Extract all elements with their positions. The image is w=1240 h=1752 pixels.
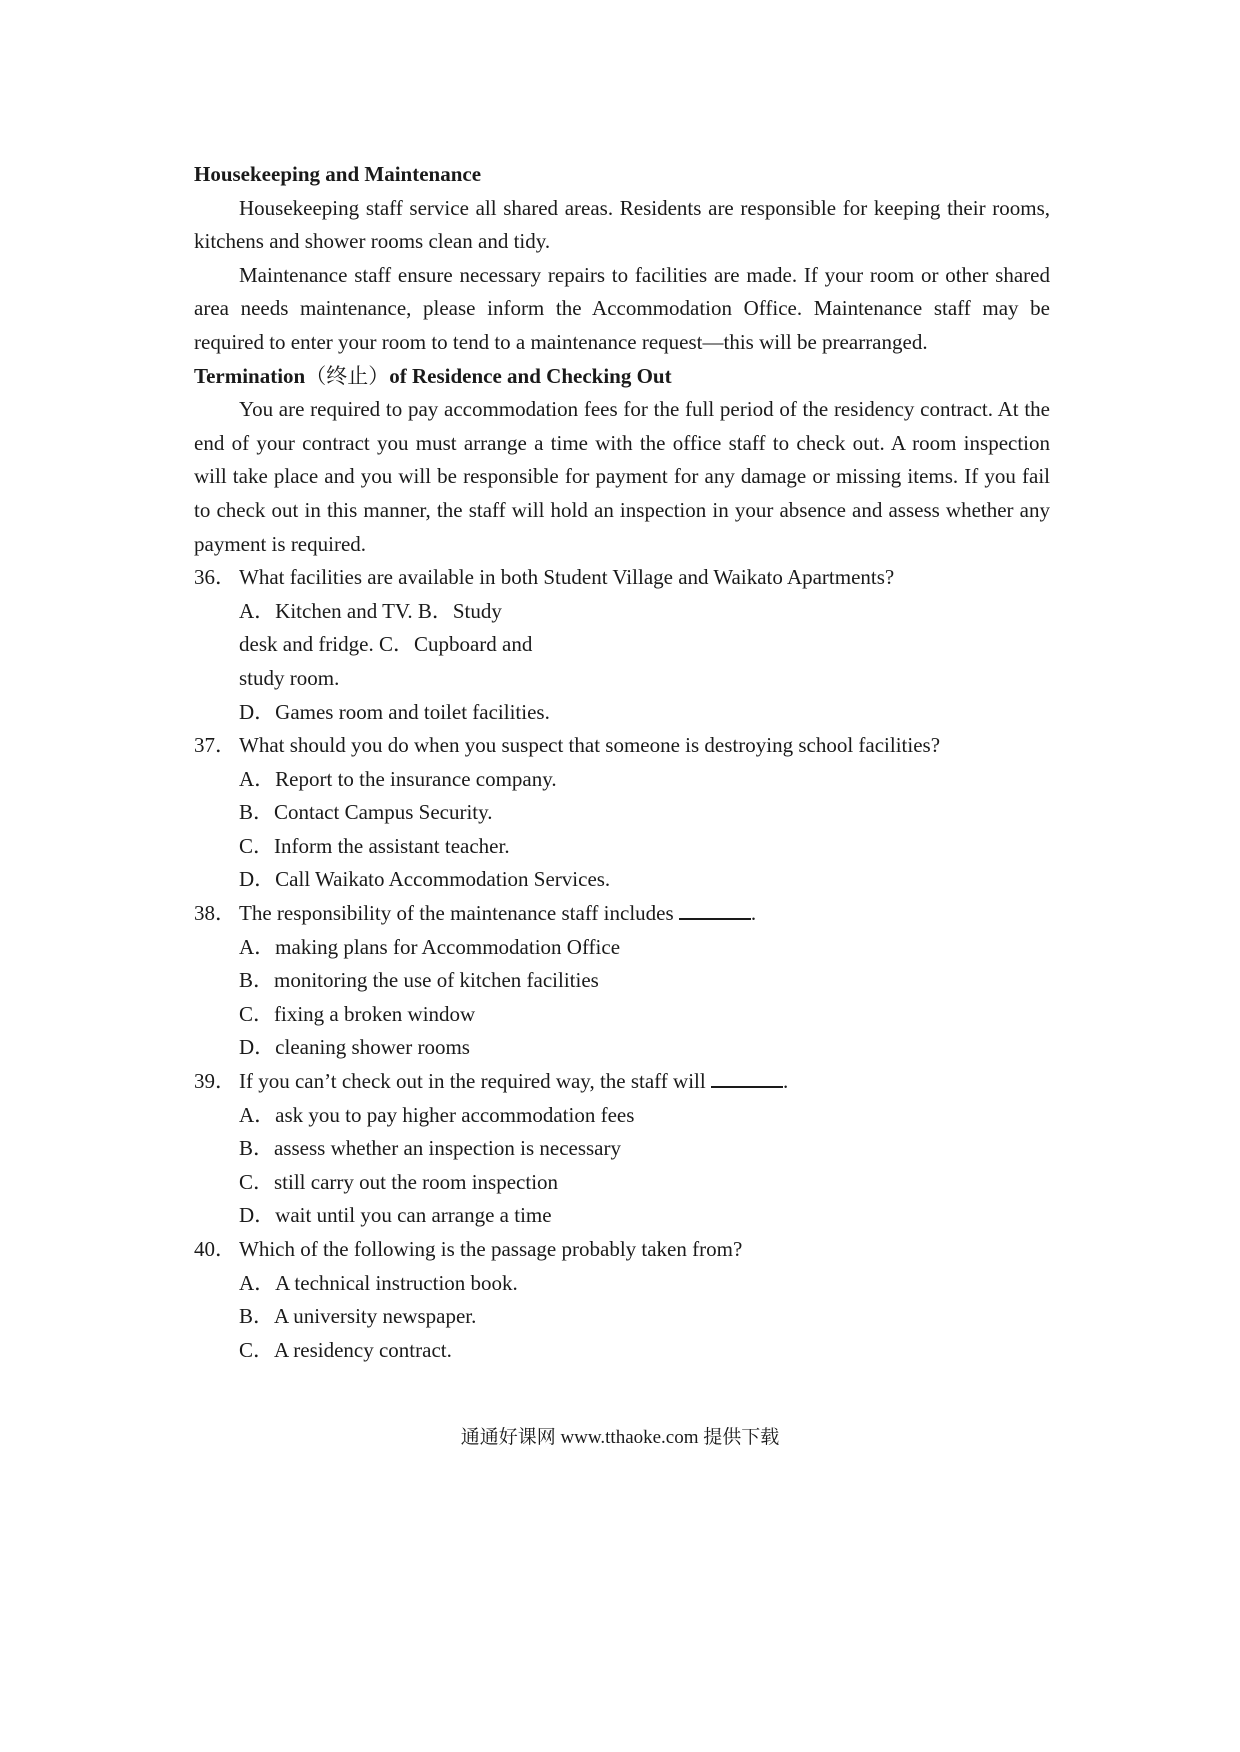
option-list [194, 931, 1050, 1065]
option-item: C．Inform the assistant teacher. [239, 833, 510, 858]
option-list [194, 696, 1050, 730]
paragraph: You are required to pay accommodation fees for the full period of the residency contract. At the end of your contract you must arrange a time with the office staff to check out. A room inspection will take place and you will be responsible for payment for any damage or missing items. If you fail to check out in this manner, the staff will hold an inspection in your absence and assess whether any payment is required. [194, 397, 1050, 556]
document-page [194, 158, 1050, 1367]
option-item: A．ask you to pay higher accommodation fees [239, 1102, 635, 1127]
option-item: B．A university newspaper. [239, 1304, 477, 1329]
question-number: 38． [194, 901, 236, 926]
question-number: 36． [194, 565, 236, 590]
question-39 [194, 1065, 1050, 1099]
question-number: 39． [194, 1069, 236, 1094]
option-item: C．A residency contract. [239, 1337, 452, 1362]
option-item: B．Contact Campus Security. [239, 800, 493, 825]
question-37 [194, 729, 1050, 763]
question-text: Which of the following is the passage probably taken from? [239, 1237, 743, 1261]
question-suffix: . [750, 901, 757, 926]
question-38 [194, 897, 1050, 931]
answer-blank [679, 900, 751, 920]
option-item: C．fixing a broken window [239, 1001, 476, 1026]
answer-blank [711, 1068, 783, 1088]
question-text: What facilities are available in both Student Village and Waikato Apartments? [239, 565, 895, 590]
option-item: A．Report to the insurance company. [239, 766, 557, 791]
question-40 [194, 1233, 1050, 1267]
option-item: D．Games room and toilet facilities. [239, 699, 550, 724]
question-number: 40． [194, 1237, 236, 1261]
option-item: A．making plans for Accommodation Office [239, 934, 621, 959]
options-wrapped: A．Kitchen and TV. B．Study desk and fridge. C．Cupboard and study room. [239, 598, 533, 690]
option-list [194, 1099, 1050, 1233]
page-footer: 通通好课网 www.tthaoke.com 提供下载 [460, 1427, 780, 1448]
option-list [194, 763, 1050, 897]
option-item: C．still carry out the room inspection [239, 1169, 559, 1194]
option-item: D．wait until you can arrange a time [239, 1203, 552, 1228]
question-text: The responsibility of the maintenance staff includes [239, 901, 674, 926]
question-text: If you can’t check out in the required way, the staff will [239, 1069, 706, 1094]
section-heading-termination [194, 360, 1050, 394]
paragraph: Housekeeping staff service all shared areas. Residents are responsible for keeping their rooms, kitchens and shower rooms clean and tidy. [194, 195, 1050, 254]
option-item: D．cleaning shower rooms [239, 1035, 470, 1060]
question-36 [194, 561, 1050, 595]
heading-text: of Residence and Checking Out [389, 363, 672, 388]
option-item: D．Call Waikato Accommodation Services. [239, 867, 611, 892]
question-suffix: . [782, 1069, 789, 1094]
option-item: B．assess whether an inspection is necessary [239, 1136, 621, 1161]
section-heading-housekeeping: Housekeeping and Maintenance [194, 162, 482, 186]
heading-text: Termination [194, 363, 306, 388]
paragraph: Maintenance staff ensure necessary repairs to facilities are made. If your room or other shared area needs maintenance, please inform the Accommodation Office. Maintenance staff may be required to enter your room to tend to a maintenance request—this will be prearranged. [194, 262, 1050, 354]
question-number: 37． [194, 733, 236, 758]
option-item: A．A technical instruction book. [239, 1270, 518, 1295]
option-list [194, 1267, 1050, 1368]
question-text: What should you do when you suspect that someone is destroying school facilities? [239, 733, 941, 758]
heading-chinese-gloss: （终止） [305, 363, 390, 388]
option-item: B．monitoring the use of kitchen facilities [239, 968, 599, 993]
